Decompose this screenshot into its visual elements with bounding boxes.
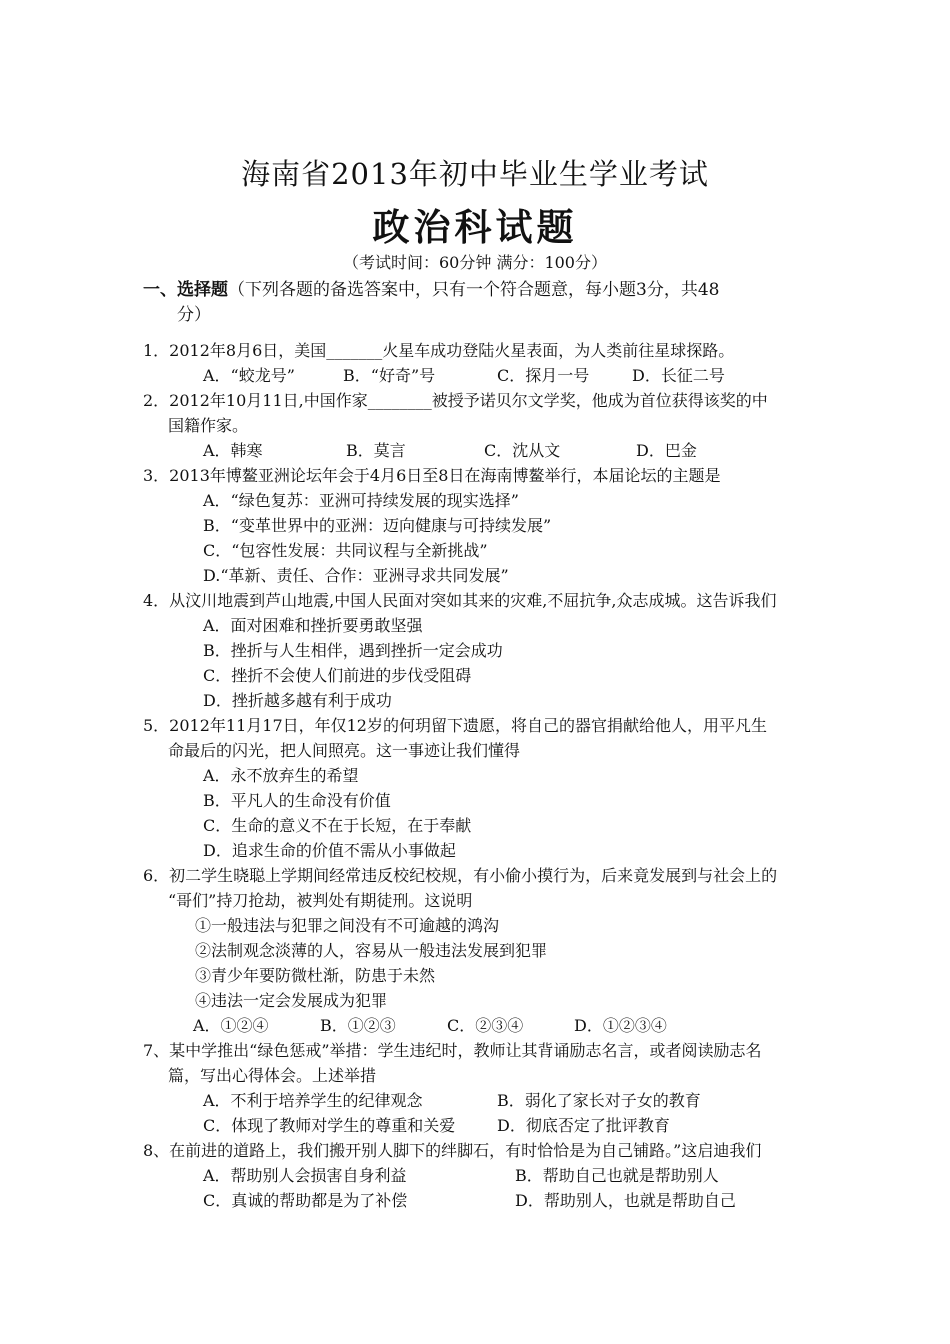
question-8-option-b: B．帮助自己也就是帮助别人 — [515, 1166, 719, 1185]
question-7-option-a: A．不利于培养学生的纪律观念 — [203, 1091, 423, 1110]
question-4-option-c: C．挫折不会使人们前进的步伐受阻碍 — [203, 666, 472, 685]
question-8-option-a: A．帮助别人会损害自身利益 — [203, 1166, 407, 1185]
question-6-option-c: C．②③④ — [447, 1016, 524, 1035]
question-1-option-c: C．探月一号 — [497, 366, 590, 385]
section-title: 一、选择题 — [143, 280, 228, 300]
question-5-option-b: B．平凡人的生命没有价值 — [203, 791, 391, 810]
page-title: 海南省2013年初中毕业生学业考试 — [241, 157, 709, 191]
question-3-option-d: D.“革新、责任、合作：亚洲寻求共同发展” — [203, 566, 509, 585]
question-2-stem: 2．2012年10月11日,中国作家________被授予诺贝尔文学奖，他成为首位获得该奖的中 — [143, 391, 768, 410]
question-3-option-c: C．“包容性发展：共同议程与全新挑战” — [203, 541, 488, 560]
question-6-statement-3: ③青少年要防微杜渐，防患于未然 — [195, 966, 436, 985]
question-3-option-b: B．“变革世界中的亚洲：迈向健康与可持续发展” — [203, 516, 552, 535]
question-2-option-c: C．沈从文 — [484, 441, 561, 460]
question-2-option-b: B．莫言 — [346, 441, 406, 460]
question-1-option-a: A．“蛟龙号” — [203, 366, 295, 385]
question-6-statement-4: ④违法一定会发展成为犯罪 — [195, 991, 388, 1010]
question-5-option-d: D．追求生命的价值不需从小事做起 — [203, 841, 456, 860]
question-1-stem: 1．2012年8月6日，美国_______火星车成功登陆火星表面，为人类前往星球探路。 — [143, 341, 735, 360]
section-instruction: （下列各题的备选答案中，只有一个符合题意，每小题3分，共48 — [228, 280, 720, 300]
question-6-statement-1: ①一般违法与犯罪之间没有不可逾越的鸿沟 — [195, 916, 500, 935]
question-2-option-d: D．巴金 — [636, 441, 697, 460]
question-5-option-c: C．生命的意义不在于长短，在于奉献 — [203, 816, 472, 835]
subject-title: 政治科试题 — [372, 205, 578, 249]
section-heading — [143, 275, 719, 300]
question-6-option-b: B．①②③ — [320, 1016, 396, 1035]
section-instruction-cont: 分） — [177, 305, 211, 325]
question-6-option-a: A．①②④ — [193, 1016, 269, 1035]
question-4-stem: 4．从汶川地震到芦山地震,中国人民面对突如其来的灾难,不屈抗争,众志成城。这告诉我们 — [143, 591, 777, 610]
question-7-option-d: D．彻底否定了批评教育 — [497, 1116, 670, 1135]
question-6-stem: 6．初二学生晓聪上学期间经常违反校纪校规，有小偷小摸行为，后来竟发展到与社会上的 — [143, 866, 778, 885]
question-6-statement-2: ②法制观念淡薄的人，容易从一般违法发展到犯罪 — [195, 941, 548, 960]
question-3-stem: 3．2013年博鳌亚洲论坛年会于4月6日至8日在海南博鳌举行，本届论坛的主题是 — [143, 466, 721, 485]
question-7-stem: 7、某中学推出“绿色惩戒”举措：学生违纪时，教师让其背诵励志名言，或者阅读励志名 — [143, 1041, 762, 1060]
question-2-option-a: A．韩寒 — [203, 441, 263, 460]
question-5-option-a: A．永不放弃生的希望 — [203, 766, 359, 785]
question-2-stem-cont: 国籍作家。 — [168, 416, 249, 435]
question-4-option-d: D．挫折越多越有利于成功 — [203, 691, 392, 710]
question-8-option-c: C．真诚的帮助都是为了补偿 — [203, 1191, 408, 1210]
question-1-option-b: B．“好奇”号 — [343, 366, 436, 385]
question-7-option-b: B．弱化了家长对子女的教育 — [497, 1091, 701, 1110]
question-3-option-a: A．“绿色复苏：亚洲可持续发展的现实选择” — [203, 491, 519, 510]
question-7-option-c: C．体现了教师对学生的尊重和关爱 — [203, 1116, 456, 1135]
question-8-option-d: D．帮助别人，也就是帮助自己 — [515, 1191, 736, 1210]
question-6-stem-cont: “哥们”持刀抢劫，被判处有期徒刑。这说明 — [168, 891, 473, 910]
question-5-stem: 5．2012年11月17日，年仅12岁的何玥留下遗愿，将自己的器官捐献给他人，用平凡生 — [143, 716, 767, 735]
question-4-option-b: B．挫折与人生相伴，遇到挫折一定会成功 — [203, 641, 503, 660]
question-1-option-d: D．长征二号 — [632, 366, 725, 385]
question-8-stem: 8、在前进的道路上，我们搬开别人脚下的绊脚石，有时恰恰是为自己铺路。”这启迪我们 — [143, 1141, 762, 1160]
exam-info: （考试时间：60分钟 满分：100分） — [343, 253, 607, 272]
question-6-option-d: D．①②③④ — [574, 1016, 667, 1035]
question-4-option-a: A．面对困难和挫折要勇敢坚强 — [203, 616, 423, 635]
question-7-stem-cont: 篇，写出心得体会。上述举措 — [168, 1066, 377, 1085]
question-5-stem-cont: 命最后的闪光，把人间照亮。这一事迹让我们懂得 — [168, 741, 521, 760]
